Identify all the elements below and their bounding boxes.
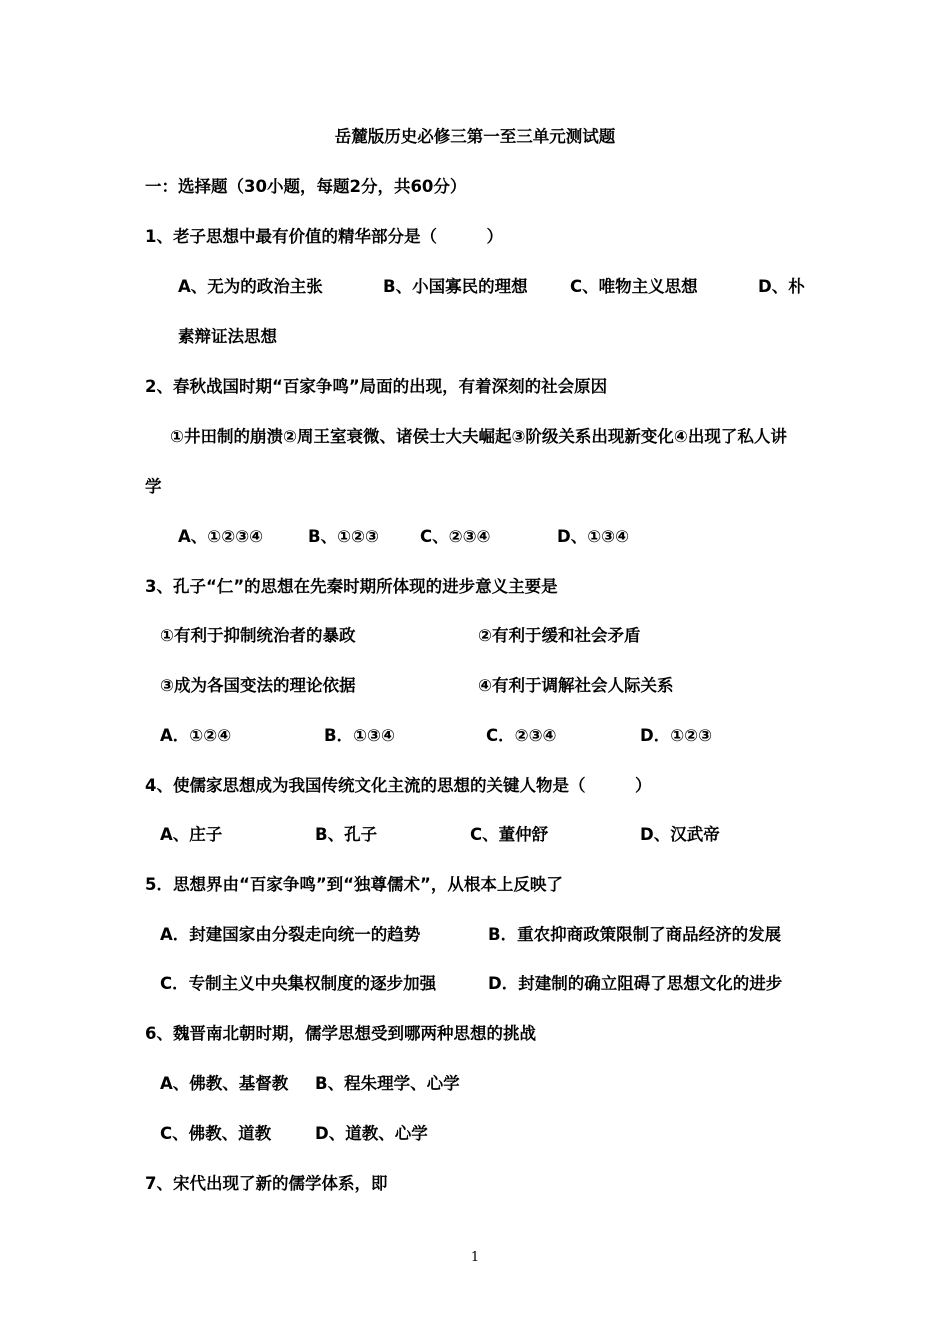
question-3-option-c: C．②③④ <box>486 726 557 745</box>
question-3-item-3: ③成为各国变法的理论依据 <box>160 676 356 695</box>
question-5-stem: 5．思想界由“百家争鸣”到“独尊儒术”，从根本上反映了 <box>145 875 563 894</box>
question-5-option-c: C．专制主义中央集权制度的逐步加强 <box>160 974 437 993</box>
question-5-option-a: A．封建国家由分裂走向统一的趋势 <box>160 925 421 944</box>
section-heading: 一：选择题（30小题，每题2分，共60分） <box>145 177 467 196</box>
question-2-option-a: A、①②③④ <box>178 527 264 546</box>
question-4-option-a: A、庄子 <box>160 825 223 844</box>
document-title: 岳麓版历史必修三第一至三单元测试题 <box>334 127 616 146</box>
question-3-stem: 3、孔子“仁”的思想在先秦时期所体现的进步意义主要是 <box>145 577 558 596</box>
question-3-option-a: A．①②④ <box>160 726 232 745</box>
question-2-option-c: C、②③④ <box>420 527 491 546</box>
question-6-option-b: B、程朱理学、心学 <box>315 1074 460 1093</box>
question-1-option-c: C、唯物主义思想 <box>570 277 698 296</box>
question-4-option-d: D、汉武帝 <box>640 825 720 844</box>
question-1-option-b: B、小国寡民的理想 <box>383 277 528 296</box>
question-6-option-c: C、佛教、道教 <box>160 1124 272 1143</box>
question-3-item-4: ④有利于调解社会人际关系 <box>478 676 674 695</box>
question-1-option-a: A、无为的政治主张 <box>178 277 323 296</box>
question-3-option-d: D．①②③ <box>640 726 713 745</box>
question-3-item-2: ②有利于缓和社会矛盾 <box>478 626 641 645</box>
question-6-option-a: A、佛教、基督教 <box>160 1074 289 1093</box>
question-1-stem: 1、老子思想中最有价值的精华部分是（ ） <box>145 227 503 246</box>
question-6-stem: 6、魏晋南北朝时期，儒学思想受到哪两种思想的挑战 <box>145 1024 536 1043</box>
question-5-option-d: D．封建制的确立阻碍了思想文化的进步 <box>488 974 783 993</box>
question-3-item-1: ①有利于抑制统治者的暴政 <box>160 626 356 645</box>
question-4-option-b: B、孔子 <box>315 825 378 844</box>
question-2-items-continued: 学 <box>145 477 162 496</box>
question-4-option-c: C、董仲舒 <box>470 825 549 844</box>
question-2-stem: 2、春秋战国时期“百家争鸣”局面的出现，有着深刻的社会原因 <box>145 377 608 396</box>
question-3-option-b: B．①③④ <box>324 726 395 745</box>
question-2-option-d: D、①③④ <box>557 527 630 546</box>
question-6-option-d: D、道教、心学 <box>315 1124 428 1143</box>
question-5-option-b: B．重农抑商政策限制了商品经济的发展 <box>488 925 782 944</box>
question-2-items: ①井田制的崩溃②周王室衰微、诸侯士大夫崛起③阶级关系出现新变化④出现了私人讲 <box>170 427 787 446</box>
question-4-stem: 4、使儒家思想成为我国传统文化主流的思想的关键人物是（ ） <box>145 776 652 795</box>
question-1-option-d-continued: 素辩证法思想 <box>178 327 277 346</box>
question-7-stem: 7、宋代出现了新的儒学体系，即 <box>145 1174 388 1193</box>
page-number: 1 <box>470 1250 480 1265</box>
question-2-option-b: B、①②③ <box>308 527 379 546</box>
question-1-option-d: D、朴 <box>758 277 805 296</box>
